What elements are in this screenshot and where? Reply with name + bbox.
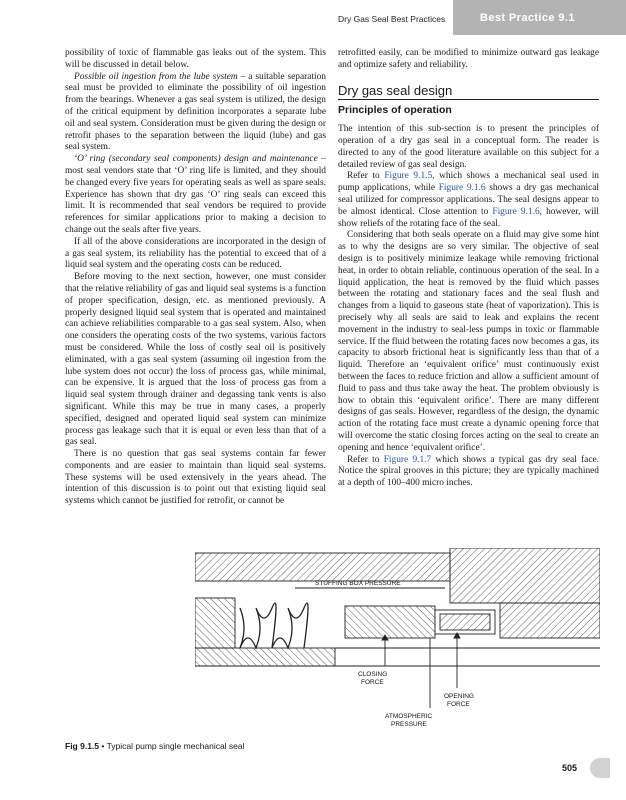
label-closing-2: FORCE (361, 679, 384, 686)
right-paragraph-1: retrofitted easily, can be modified to minimize outward gas leakage and optimize safety and reliability. (338, 48, 599, 70)
text-run: , which shows a mechanical seal used in pump applications, while (338, 171, 599, 194)
figure-link-9-1-5[interactable]: Figure 9.1.5 (384, 171, 433, 182)
figure-link-9-1-7[interactable]: Figure 9.1.7 (383, 454, 432, 465)
label-opening-2: FORCE (447, 701, 470, 708)
label-atmospheric-2: PRESSURE (391, 721, 427, 728)
spring (240, 603, 308, 648)
rotating-face (345, 606, 435, 638)
caption-separator: • (99, 741, 107, 751)
caption-text: Typical pump single mechanical seal (106, 741, 245, 751)
right-paragraph-5 (338, 455, 599, 490)
seal-diagram (195, 548, 600, 738)
text-run: Refer to (347, 171, 385, 182)
left-paragraph-3 (65, 154, 326, 237)
page-number: 505 (562, 763, 578, 773)
left-paragraph-6: There is no question that gas seal systems contain far fewer components and are easier to maintain than liquid seal systems. These systems will be used extensively in the years ahead. The intention of this discussion is to point out that existing liquid seal systems which cannot be justified for retrofit, or cannot be (65, 449, 326, 507)
label-closing: CLOSING (358, 671, 388, 678)
running-title: Dry Gas Seal Best Practices (338, 14, 446, 24)
right-paragraph-4: Considering that both seals operate on a fluid may give some hint as to why the designs are so very similar. The objective of seal design is to positively minimize leakage while removing frictional heat, in order to obtain reliable, continuous operation of the seal. In a liquid application, the heat is removed by the fluid which passes between the rotating and stationary faces and the seal flush and changes from a liquid to gaseous state (heat of vaporization). This is precisely why all seals are said to leak and explains the recent movement in the industry to seal-less pumps in toxic or flammable service. If the fluid between the rotating faces now becomes a gas, its capacity to absorb frictional heat is significantly less than that of a liquid. Therefore an ‘equivalent orifice’ must continuously exist between the faces to reduce friction and allow a sufficient amount of fluid to pass and thus take away the heat. The problem obviously is how to obtain this ‘equivalent orifice’. There are many different designs of gas seals. However, regardless of the design, the dynamic action of the rotating face must create a dynamic opening force that will overcome the static closing forces acting on the seal to create an opening and hence ‘equivalent orifice’. (338, 230, 599, 453)
label-atmospheric: ATMOSPHERIC (385, 713, 433, 720)
o-ring-text: – most seal vendors state that ‘O’ ring life is limited, and they should be changed every five years for operating seals as well as spare seals. Experience has shown that dry gas ‘O’ ring seals can exceed this limit. It is recommended that seal vendors be required to provide references for similar applications prior to making a decision to change out the seals after five years. (65, 154, 326, 235)
text-run: , however, will show reliefs of the rotating face of the seal. (338, 206, 599, 229)
figure-caption (65, 741, 245, 751)
o-ring-lead: ‘O’ ring (secondary seal components) design and maintenance (74, 154, 318, 165)
text-run: shows a dry gas mechanical seal utilized for compressor applications. The seal designs appear to be almost identical. Close attention to (338, 183, 599, 217)
figure-link-9-1-6[interactable]: Figure 9.1.6 (438, 183, 486, 194)
subsection-heading: Principles of operation (338, 104, 452, 117)
stationary-insert (440, 614, 490, 630)
text-run: Refer to (347, 454, 384, 465)
label-opening: OPENING (444, 693, 474, 700)
right-paragraph-2: The intention of this sub-section is to present the principles of operation of a dry gas seal in a conceptual form. The reader is directed to any of the good literature available on this subject for a detailed review of gas seal design. (338, 124, 599, 170)
left-column (65, 48, 326, 508)
figure-link-9-1-6-second[interactable]: Figure 9.1.6 (492, 206, 540, 217)
oil-ingestion-lead: Possible oil ingestion from the lube system (74, 71, 238, 82)
left-paragraph-4: If all of the above considerations are incorporated in the design of a gas seal system, its reliability has the potential to exceed that of a liquid seal system and the operating costs can be reduced. (65, 236, 326, 271)
page-edge-tab (590, 758, 610, 778)
shaft-sleeve (195, 648, 335, 666)
housing-upper (195, 553, 450, 581)
right-paragraph-3 (338, 171, 599, 230)
label-stuffing-box: STUFFING BOX PRESSURE (315, 580, 401, 587)
caption-label: Fig 9.1.5 (65, 741, 100, 751)
right-column (338, 48, 599, 490)
seal-retainer (195, 598, 235, 648)
section-heading: Dry gas seal design (338, 85, 599, 101)
section-tab-label: Best Practice 9.1 (480, 12, 575, 24)
text-run: which shows a typical gas dry seal face. Notice the spiral grooves in this picture; they are typically machined at a depth of 100–400 micro inches. (338, 454, 599, 489)
left-paragraph-2 (65, 72, 326, 155)
oil-ingestion-text: – a suitable separation seal must be provided to eliminate the possibility of oil ingestion from the bearings. Whenever a gas seal system is utilized, the design of the critical equipment by definition incorporates a separate lube oil and seal system. Consideration must be given during the design or retrofit phases to the separation between the liquid (lube) and gas seal system. (65, 71, 326, 153)
left-paragraph-1: possibility of toxic of flammable gas leaks out of the system. This will be discussed in detail below. (65, 48, 326, 70)
gland-lower (500, 603, 600, 638)
gland-plate (450, 548, 600, 603)
left-paragraph-5: Before moving to the next section, however, one must consider that the relative reliability of gas and liquid seal systems is a function of proper specification, design, etc. as mentioned previously. A properly designed liquid seal system that is operated and maintained can achieve reliabilities comparable to a gas seal system. Also, when one considers the operating costs of the two systems, various factors must be considered. While the loss of costly seal oil is positively eliminated, with a gas seal system (assuming oil ingestion from the lube system does not occur) the loss of process gas, while minimal, can be expensive. It is argued that the loss of process gas from a liquid seal system through drainer and degassing tank vents is also significant. While this may be true in many cases, a properly specified, designed and operated liquid seal system can minimize process gas leakage such that it is equal or even less than that of a gas seal. (65, 272, 326, 448)
